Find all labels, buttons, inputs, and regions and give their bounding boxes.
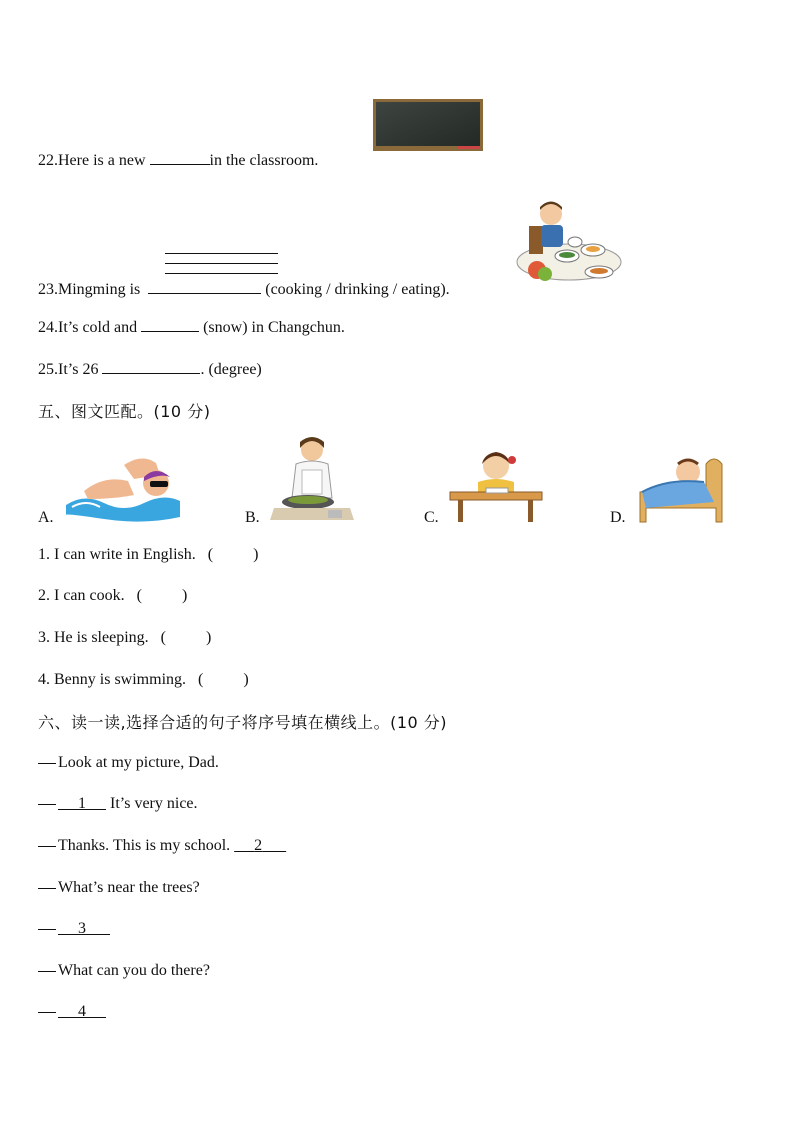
dialogue-line: Thanks. This is my school. 2 bbox=[38, 837, 286, 855]
section-6-title: 六、读一读,选择合适的句子将序号填在横线上。(10 分) bbox=[38, 713, 448, 732]
dash-mark bbox=[38, 888, 56, 889]
dialogue-line bbox=[38, 1003, 106, 1021]
swimming-picture bbox=[64, 455, 182, 525]
answer-blank-2[interactable]: 2 bbox=[254, 837, 263, 854]
section-5-title: 五、图文匹配。(10 分) bbox=[38, 402, 211, 421]
option-c-label: C. bbox=[424, 509, 439, 526]
answer-blank-4[interactable]: 4 bbox=[78, 1003, 86, 1020]
match-item: 3. He is sleeping. ( ) bbox=[38, 629, 212, 646]
answer-blank-3[interactable]: 3 bbox=[78, 920, 86, 937]
dialogue-line bbox=[38, 920, 110, 938]
question-24: 24.It’s cold and (snow) in Changchun. bbox=[38, 319, 345, 336]
question-22: 22.Here is a new in the classroom. bbox=[38, 152, 319, 169]
match-item: 1. I can write in English. ( ) bbox=[38, 546, 259, 563]
dialogue-line: Look at my picture, Dad. bbox=[38, 754, 219, 772]
dash-mark bbox=[38, 763, 56, 764]
blackboard-picture bbox=[373, 99, 483, 151]
dash-mark bbox=[38, 846, 56, 847]
dash-mark bbox=[38, 971, 56, 972]
answer-blank-25[interactable] bbox=[102, 359, 200, 374]
answer-blank-1[interactable]: 1 bbox=[78, 795, 86, 812]
answer-paren[interactable]: ( ) bbox=[136, 587, 188, 604]
option-d-label: D. bbox=[610, 509, 626, 526]
dialogue-line: 1 It’s very nice. bbox=[38, 795, 198, 813]
dialogue-line: What can you do there? bbox=[38, 962, 210, 980]
writing-picture bbox=[448, 448, 544, 524]
match-item: 4. Benny is swimming. ( ) bbox=[38, 671, 249, 688]
dash-mark bbox=[38, 804, 56, 805]
match-item: 2. I can cook. ( ) bbox=[38, 587, 188, 604]
dash-mark bbox=[38, 929, 56, 930]
cooking-picture bbox=[268, 436, 356, 524]
dash-mark bbox=[38, 1012, 56, 1013]
answer-paren[interactable]: ( ) bbox=[198, 671, 249, 688]
question-25: 25.It’s 26 . (degree) bbox=[38, 361, 262, 378]
answer-blank-23[interactable] bbox=[148, 279, 261, 294]
option-b-label: B. bbox=[245, 509, 260, 526]
question-23: 23.Mingming is (cooking / drinking / eating). bbox=[38, 281, 450, 298]
option-a-label: A. bbox=[38, 509, 54, 526]
dialogue-line: What’s near the trees? bbox=[38, 879, 200, 897]
answer-paren[interactable]: ( ) bbox=[160, 629, 212, 646]
answer-blank-22[interactable] bbox=[150, 150, 210, 165]
sleeping-picture bbox=[638, 452, 724, 524]
answer-paren[interactable]: ( ) bbox=[207, 546, 259, 563]
boy-eating-picture bbox=[515, 198, 623, 288]
answer-blank-24[interactable] bbox=[141, 317, 199, 332]
